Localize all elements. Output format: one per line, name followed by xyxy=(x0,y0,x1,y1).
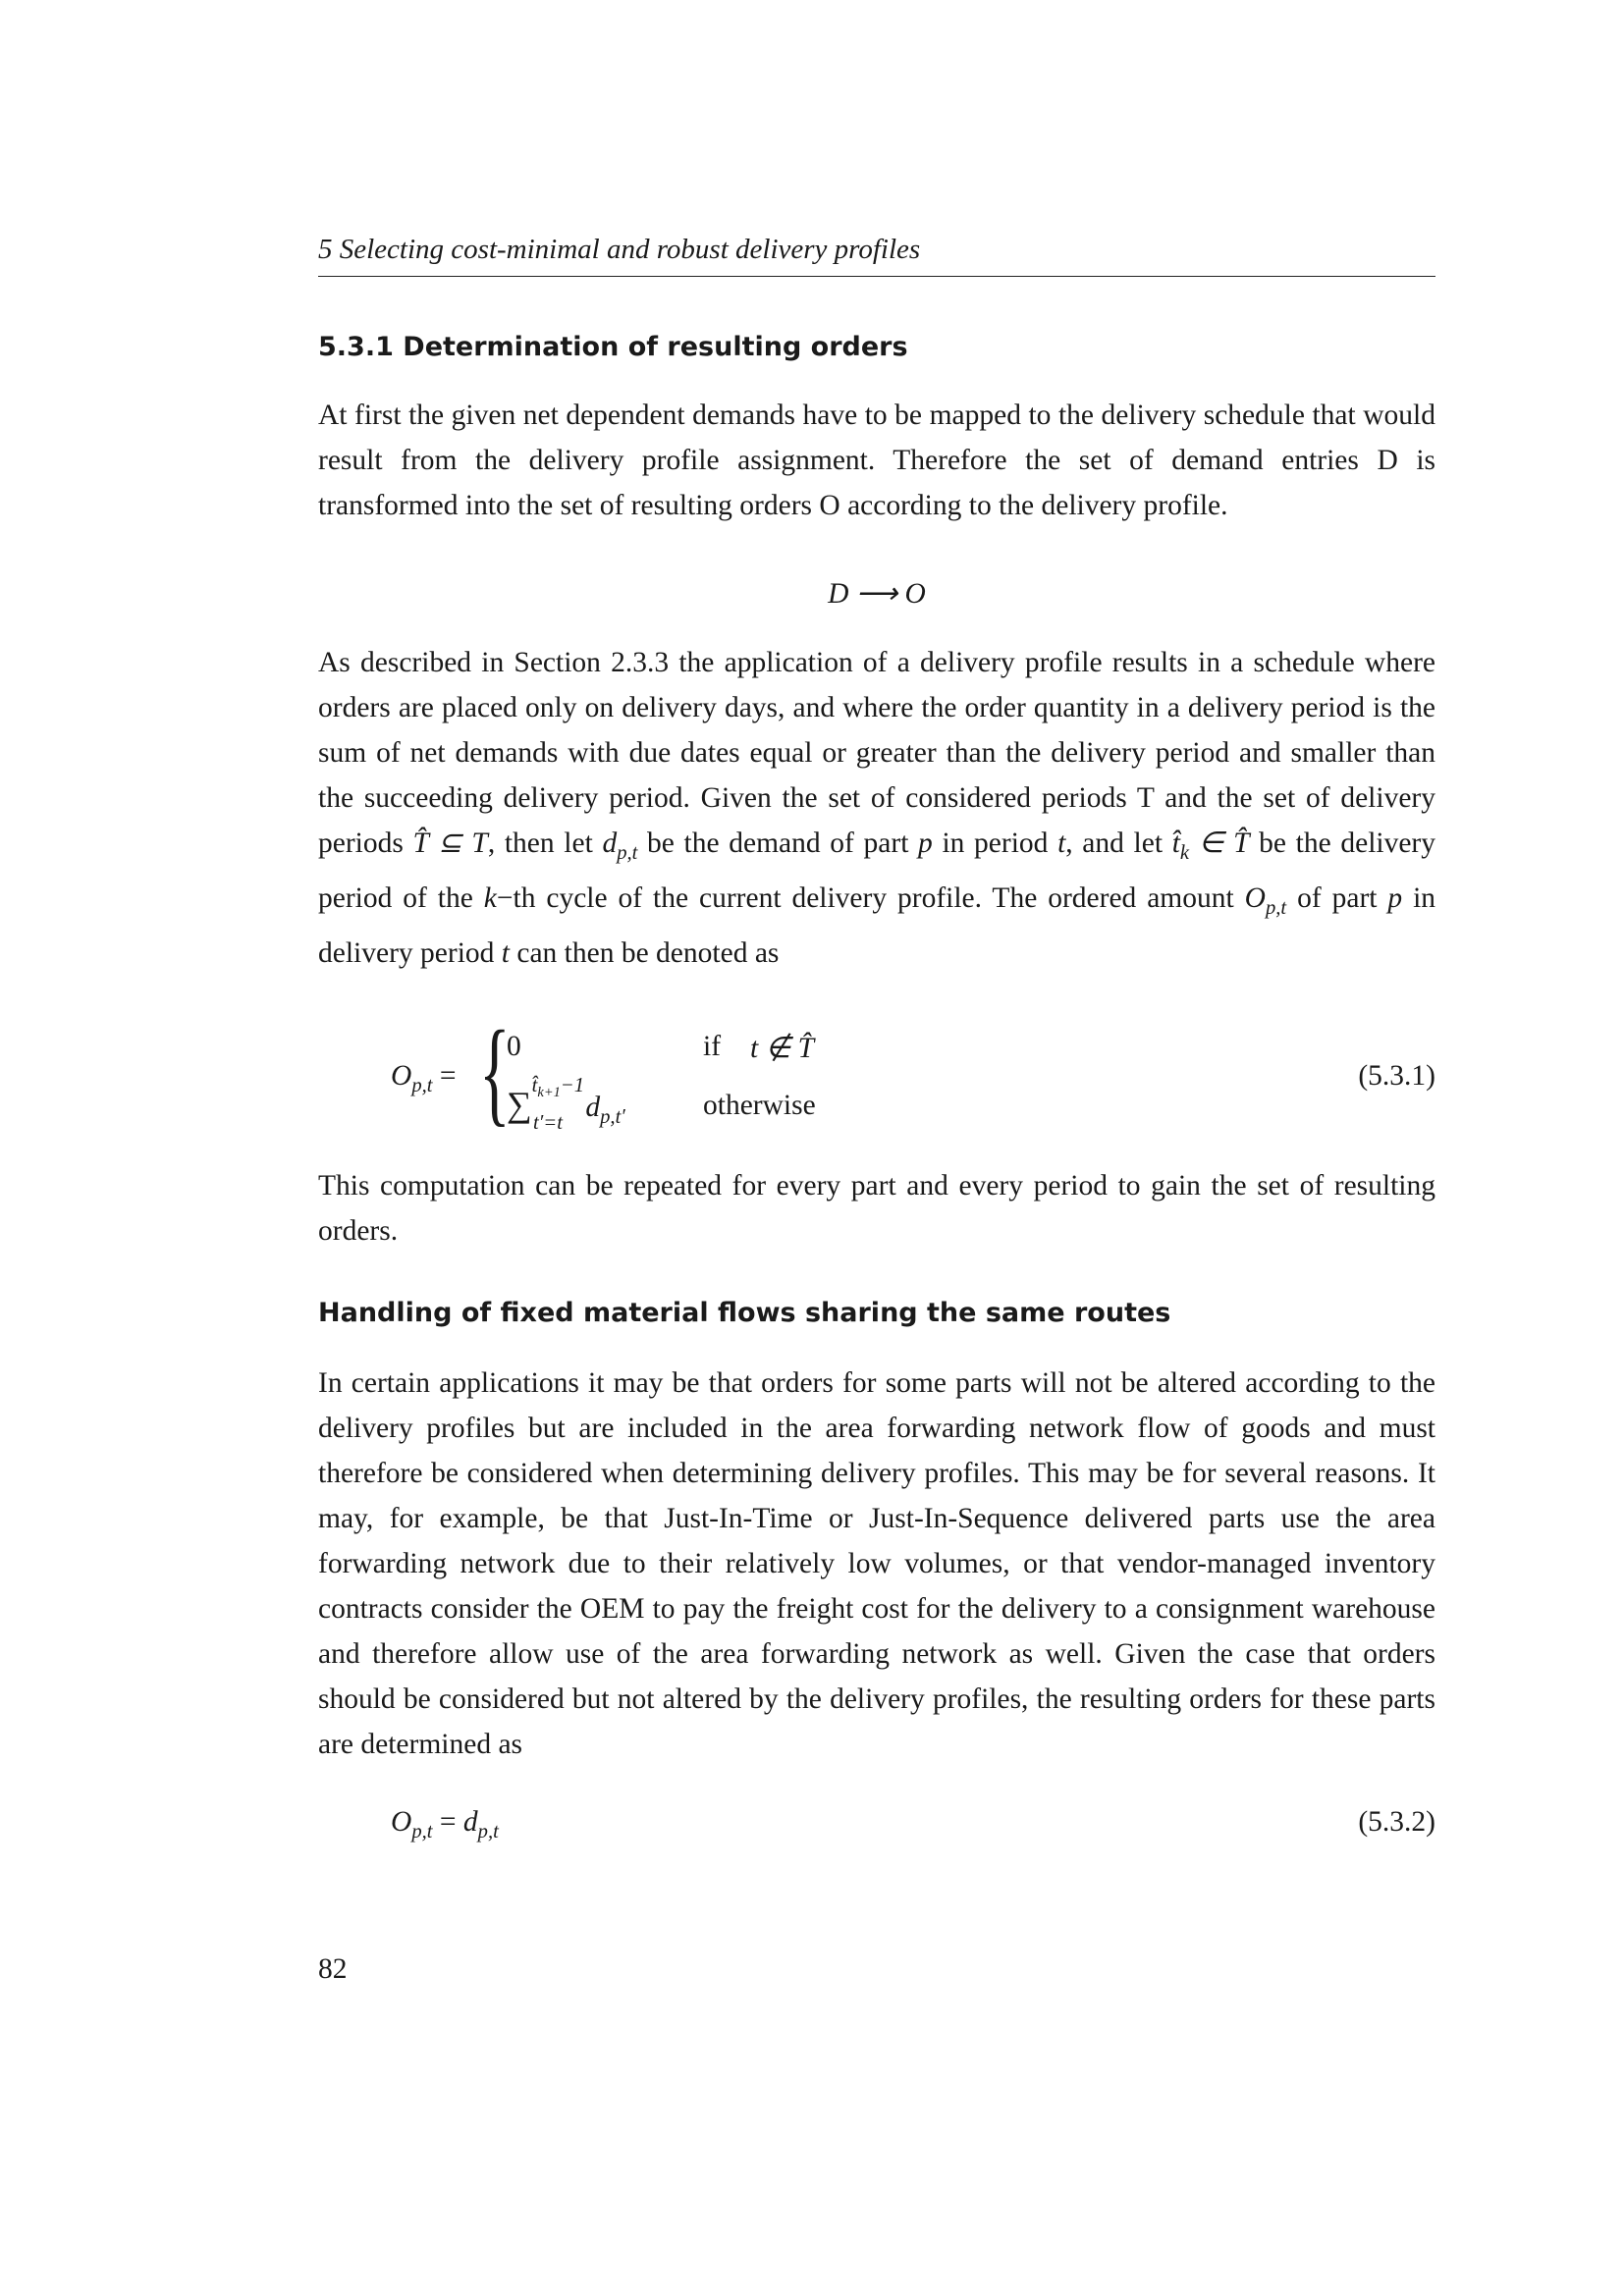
math-t-hat-k: $t̂_k$ ∈ T̂ xyxy=(1171,828,1250,864)
eq1-otherwise: otherwise xyxy=(703,1090,816,1121)
eq1-case1-cond: t ∉ T̂ xyxy=(750,1033,815,1064)
running-header xyxy=(318,234,1435,277)
eq1-case2-sum: ∑$^{t̂_{k+1}-1}_{t'=t}$ $d_{p,t'}$ xyxy=(507,1075,625,1134)
eq2-number: (5.3.2) xyxy=(1358,1806,1435,1838)
eq1-case1-value: 0 xyxy=(507,1031,521,1062)
running-header-title: 5 Selecting cost-minimal and robust delivery profiles xyxy=(318,234,921,265)
math-That-subset-T: T̂ ⊆ T xyxy=(412,828,488,859)
eq1-number: (5.3.1) xyxy=(1358,1060,1435,1092)
section-title: Determination of resulting orders xyxy=(403,332,908,362)
page-number: 82 xyxy=(318,1953,348,1985)
paragraph-fixed-flows: In certain applications it may be that orders for some parts will not be altered according to the delivery profiles but are included in the area forwarding network flow of goods and must therefore be considered when determining delivery profiles. This may be for several reasons. It may, for example, be that Just-In-Time or Just-In-Sequence delivered parts use the area forwarding network due to their relatively low volumes, or that vendor-managed inventory contracts consider the OEM to pay the freight cost for the delivery to a consignment warehouse and therefore allow use of the area forwarding network as well. Given the case that orders should be considered but not altered by the delivery profiles, the resulting orders for these parts are determined as xyxy=(318,1367,1435,1760)
eq1-case1-cond-word: if xyxy=(703,1031,722,1062)
math-p: p xyxy=(918,828,933,859)
paragraph-delivery-schedule: As described in Section 2.3.3 the application of a delivery profile results in a schedule where orders are placed only on delivery days, and where the order quantity in a delivery period is the sum of net demands with due dates equal or greater than the delivery period and smaller than the succeeding delivery period. Given the set of considered periods T and the set of delivery periods T̂ ⊆ T, then let $d_{p,t}$ be the demand of part p in period t, and let $t̂_k$ ∈ T̂ be the delivery period of the k−th cycle of the current delivery profile. The ordered amount $O_{p,t}$ of part p in delivery period t can then be denoted as xyxy=(318,647,1436,969)
eq1-brace: { xyxy=(479,1006,511,1137)
subheading-fixed-flows: Handling of fixed material flows sharing the same routes xyxy=(318,1298,1171,1328)
math-d-pt: $d_{p,t}$ xyxy=(602,828,638,864)
eq2-formula: $O_{p,t} = d_{p,t}$ xyxy=(391,1806,499,1842)
math-O-pt: $O_{p,t}$ xyxy=(1244,881,1287,919)
section-number: 5.3.1 xyxy=(318,332,394,362)
equation-5-3-1 xyxy=(318,1006,1435,1139)
paragraph-delivery-schedule-text: As described in Section 2.3.3 the application of a delivery profile results in a schedule where orders are placed only on delivery days, and where the order quantity in a delivery period is the sum of net demands with due dates equal or greater than the delivery period and smaller than the succeeding delivery period. Given the set of considered periods T and the set of delivery periods xyxy=(318,647,1435,859)
mapping-equation: D ⟶ O xyxy=(828,578,926,610)
section-heading xyxy=(318,332,1435,362)
equation-5-3-2 xyxy=(318,1800,1435,1849)
eq1-lhs: $O_{p,t}$ = xyxy=(391,1060,457,1096)
paragraph-intro: At first the given net dependent demands have to be mapped to the delivery schedule that would result from the delivery profile assignment. Therefore the set of demand entries D is transformed into the set of resulting orders O according to the delivery profile. xyxy=(318,400,1435,521)
paragraph-computation: This computation can be repeated for every part and every period to gain the set of resulting orders. xyxy=(318,1170,1435,1247)
